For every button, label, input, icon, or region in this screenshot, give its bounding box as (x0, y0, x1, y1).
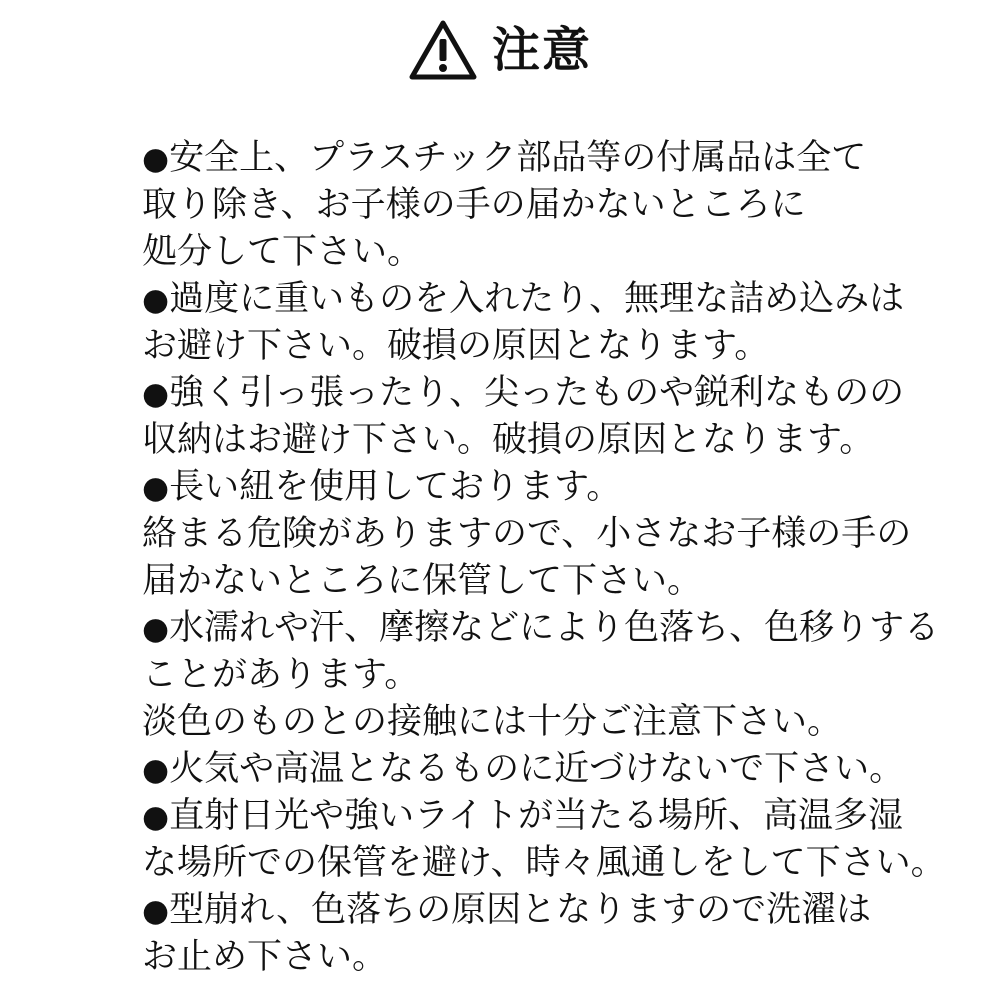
caution-line (142, 135, 942, 182)
caution-text: 過度に重いものを入れたり、無理な詰め込みは (169, 279, 905, 319)
caution-line (142, 323, 942, 370)
caution-line (142, 840, 946, 887)
caution-text: 収納はお避け下さい。破損の原因となります。 (142, 420, 875, 460)
caution-line (142, 746, 942, 793)
caution-text: 処分して下さい。 (142, 232, 423, 272)
caution-text: 水濡れや汗、摩擦などにより色落ち、色移りする (169, 608, 940, 648)
caution-line (142, 605, 942, 652)
caution-text: 型崩れ、色落ちの原因となりますので洗濯は (169, 890, 872, 930)
bullet: ● (142, 611, 170, 647)
caution-text: 火気や高温となるものに近づけないで下さい。 (169, 749, 905, 789)
header (0, 10, 1000, 90)
caution-line (142, 652, 942, 699)
caution-text: 直射日光や強いライトが当たる場所、高温多湿 (169, 796, 904, 836)
bullet: ● (142, 799, 170, 835)
caution-line (142, 934, 942, 981)
bullet: ● (142, 893, 170, 929)
caution-text: 取り除き、お子様の手の届かないところに (142, 185, 806, 225)
caution-line (142, 182, 942, 229)
caution-line (142, 276, 942, 323)
caution-text: 淡色のものとの接触には十分ご注意下さい。 (142, 702, 843, 742)
page-title: 注意 (491, 22, 592, 78)
caution-line (142, 511, 942, 558)
caution-line (142, 558, 942, 605)
caution-line (142, 699, 942, 746)
caution-text: お避け下さい。破損の原因となります。 (142, 326, 770, 366)
caution-line (142, 370, 942, 417)
caution-text: 強く引っ張ったり、尖ったものや鋭利なものの (169, 373, 905, 413)
caution-text: な場所での保管を避け、時々風通しをして下さい。 (142, 843, 946, 883)
caution-line (142, 887, 942, 934)
caution-text: 長い紐を使用しております。 (169, 467, 622, 507)
bullet: ● (142, 752, 170, 788)
warning-triangle-icon (408, 18, 478, 82)
caution-text: お止め下さい。 (142, 937, 388, 977)
caution-line (142, 793, 942, 840)
caution-text: 安全上、プラスチック部品等の付属品は全て (169, 138, 867, 178)
caution-line (142, 417, 942, 464)
caution-text: 絡まる危険がありますので、小さなお子様の手の (142, 514, 912, 554)
caution-list (142, 135, 946, 981)
bullet: ● (142, 470, 170, 506)
caution-line (142, 464, 942, 511)
caution-text: ことがあります。 (142, 655, 420, 695)
caution-line (142, 229, 942, 276)
bullet: ● (142, 376, 170, 412)
bullet: ● (142, 141, 170, 177)
caution-text: 届かないところに保管して下さい。 (142, 561, 703, 601)
bullet: ● (142, 282, 170, 318)
